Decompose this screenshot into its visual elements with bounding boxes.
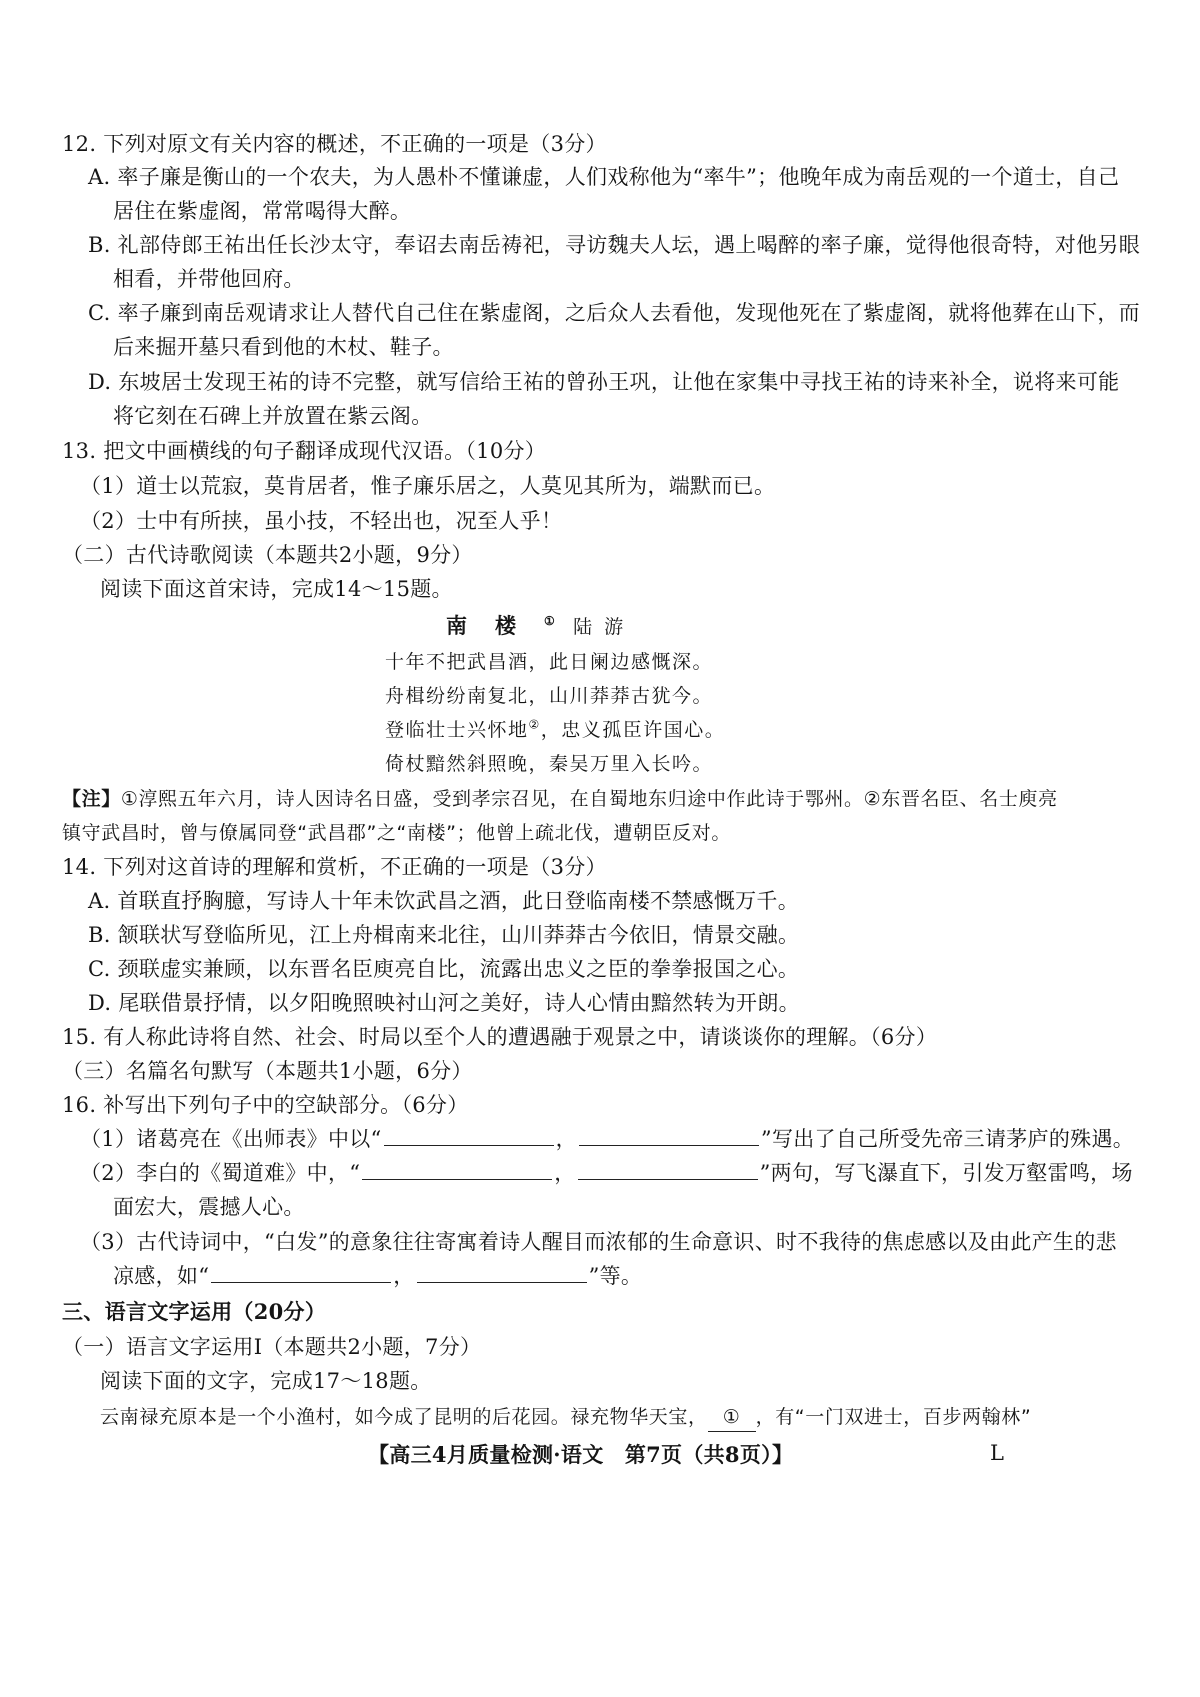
q16-3-prefix: 凉感，如“	[113, 1264, 210, 1288]
q15-stem: 15. 有人称此诗将自然、社会、时局以至个人的遭遇融于观景之中，请谈谈你的理解。（6分）	[62, 1025, 938, 1049]
note-text-1: ①淳熙五年六月，诗人因诗名日盛，受到孝宗召见，在自蜀地东归途中作此诗于鄂州。②东晋名臣、名士庾亮	[120, 788, 1058, 810]
poem-author: 陆游	[573, 616, 636, 638]
q12-option-c-line2: 后来掘开墓只看到他的木杖、鞋子。	[113, 335, 454, 359]
q16-1-blank-a[interactable]	[384, 1125, 554, 1146]
q16-3-blank-a[interactable]	[211, 1262, 391, 1283]
q12-option-d-line2: 将它刻在石碑上并放置在紫云阁。	[113, 404, 433, 428]
q12-option-a-line2: 居住在紫虚阁，常常喝得大醉。	[113, 199, 412, 223]
passage-text-b: ，有“一门双进士，百步两翰林”	[755, 1406, 1032, 1428]
q12-stem: 12. 下列对原文有关内容的概述，不正确的一项是（3分）	[62, 132, 607, 156]
subsection-language-title: （一）语言文字运用Ⅰ（本题共2小题，7分）	[62, 1335, 482, 1359]
q12-option-a-line1: A. 率子廉是衡山的一个农夫，为人愚朴不懂谦虚，人们戏称他为“率牛”；他晚年成为南岳观的一个道士，自己	[88, 165, 1120, 189]
poem-line-2: 舟楫纷纷南复北，山川莽莽古犹今。	[385, 685, 714, 707]
poem-title: 南楼	[446, 613, 544, 638]
poem-line-4: 倚杖黯然斜照晚，秦吴万里入长吟。	[385, 753, 714, 775]
q16-1-prefix: （1）诸葛亮在《出师表》中以“	[80, 1127, 382, 1151]
q16-item-2	[80, 1159, 1133, 1187]
poem-line-3-a: 登临壮士兴怀地	[385, 719, 529, 741]
poem-note-mark: ①	[544, 614, 556, 628]
part-3-title: 三、语言文字运用（20分）	[62, 1299, 327, 1324]
q12-option-d-line1: D. 东坡居士发现王祐的诗不完整，就写信给王祐的曾孙王巩，让他在家集中寻找王祐的诗来补全，说将来可能	[88, 370, 1120, 394]
q16-item-3-cont	[113, 1262, 642, 1290]
q16-1-suffix: ”写出了自己所受先帝三请茅庐的殊遇。	[760, 1127, 1135, 1151]
poem-line-3-mark: ②	[528, 717, 541, 732]
q12-option-c-line1: C. 率子廉到南岳观请求让人替代自己住在紫虚阁，之后众人去看他，发现他死在了紫虚阁，就将他葬在山下，而	[88, 301, 1140, 325]
q14-option-b: B. 颔联状写登临所见，江上舟楫南来北往，山川莽莽古今依旧，情景交融。	[88, 923, 800, 947]
section-recitation-title: （三）名篇名句默写（本题共1小题，6分）	[62, 1059, 473, 1083]
passage-blank-1[interactable]: ①	[708, 1403, 756, 1432]
q13-stem: 13. 把文中画横线的句子翻译成现代汉语。（10分）	[62, 439, 547, 463]
q16-2-blank-b[interactable]	[578, 1159, 758, 1180]
q16-2-suffix: ”两句，写飞瀑直下，引发万壑雷鸣，场	[759, 1161, 1133, 1185]
q16-2-blank-a[interactable]	[362, 1159, 552, 1180]
poem-line-1: 十年不把武昌酒，此日阑边感慨深。	[385, 651, 714, 673]
poem-note-line2: 镇守武昌时，曾与僚属同登“武昌郡”之“南楼”；他曾上疏北伐，遭朝臣反对。	[62, 822, 731, 844]
q13-sentence-2: （2）士中有所挟，虽小技，不轻出也，况至人乎！	[80, 509, 563, 533]
q14-option-c: C. 颈联虚实兼顾，以东晋名臣庾亮自比，流露出忠义之臣的拳拳报国之心。	[88, 957, 800, 981]
q16-2-sep: ，	[554, 1161, 576, 1185]
section-poetry-title: （二）古代诗歌阅读（本题共2小题，9分）	[62, 543, 473, 567]
q16-1-sep: ，	[555, 1127, 577, 1151]
note-label: 【注】	[62, 788, 121, 810]
q16-item-2-cont: 面宏大，震撼人心。	[113, 1195, 305, 1219]
q12-option-b-line1: B. 礼部侍郎王祐出任长沙太守，奉诏去南岳祷祀，寻访魏夫人坛，遇上喝醉的率子廉，觉得他很奇特，对他另眼	[88, 233, 1141, 257]
poem-title-line	[446, 612, 635, 641]
poem-note-line1	[62, 785, 1058, 813]
q16-item-1	[80, 1125, 1134, 1153]
q14-option-a: A. 首联直抒胸臆，写诗人十年未饮武昌之酒，此日登临南楼不禁感慨万千。	[88, 889, 800, 913]
poem-line-3-b: ，忠义孤臣许国心。	[540, 719, 726, 741]
q13-sentence-1: （1）道士以荒寂，莫肯居者，惟子廉乐居之，人莫见其所为，端默而已。	[80, 474, 776, 498]
page-footer: 【高三4月质量检测·语文 第7页（共8页）】	[368, 1442, 794, 1467]
passage-line-1	[100, 1403, 1031, 1432]
q16-3-blank-b[interactable]	[417, 1262, 587, 1283]
poem-line-3	[385, 716, 725, 744]
paper-code: L	[990, 1441, 1005, 1465]
q14-option-d: D. 尾联借景抒情，以夕阳晚照映衬山河之美好，诗人心情由黯然转为开朗。	[88, 991, 800, 1015]
q12-option-b-line2: 相看，并带他回府。	[113, 267, 305, 291]
q16-1-blank-b[interactable]	[579, 1125, 759, 1146]
q16-stem: 16. 补写出下列句子中的空缺部分。（6分）	[62, 1093, 469, 1117]
q17-18-intro: 阅读下面的文字，完成17～18题。	[100, 1369, 432, 1393]
q16-2-prefix: （2）李白的《蜀道难》中，“	[80, 1161, 361, 1185]
q16-3-sep: ，	[393, 1264, 415, 1288]
q16-3-suffix: ”等。	[588, 1264, 643, 1288]
passage-text-a: 云南禄充原本是一个小渔村，如今成了昆明的后花园。禄充物华天宝，	[100, 1406, 708, 1428]
q16-item-3: （3）古代诗词中，“白发”的意象往往寄寓着诗人醒目而浓郁的生命意识、时不我待的焦虑感以及由此产生的悲	[80, 1230, 1117, 1254]
section-poetry-intro: 阅读下面这首宋诗，完成14～15题。	[100, 577, 453, 601]
q14-stem: 14. 下列对这首诗的理解和赏析，不正确的一项是（3分）	[62, 855, 607, 879]
